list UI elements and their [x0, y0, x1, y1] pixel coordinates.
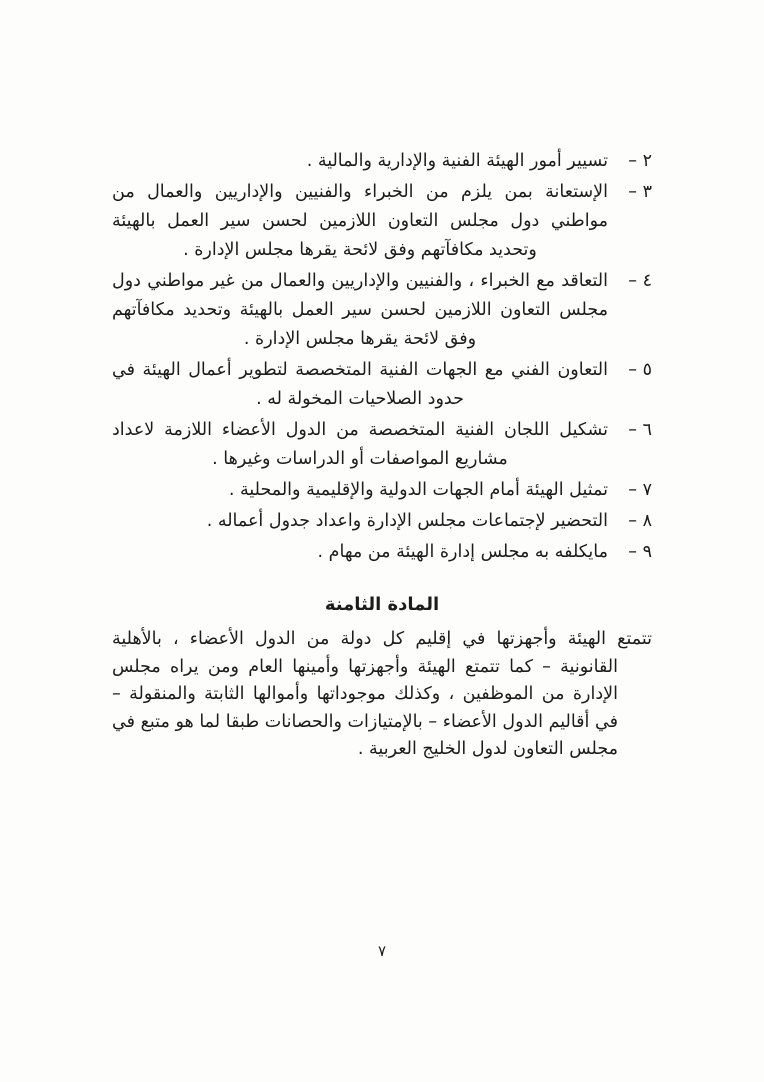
item-number: ٥ –: [628, 360, 652, 380]
item-number: ٤ –: [628, 271, 652, 291]
list-item: [112, 178, 652, 265]
item-number: ٢ –: [628, 151, 652, 171]
list-item: [112, 147, 652, 176]
list-item: [112, 476, 652, 505]
item-text: التعاون الفني مع الجهات الفنية المتخصصة لتطوير أعمال الهيئة في حدود الصلاحيات المخولة له .: [112, 360, 608, 409]
item-text: تسيير أمور الهيئة الفنية والإدارية والمالية .: [306, 151, 608, 171]
page-content: [112, 147, 652, 764]
list-item: [112, 507, 652, 536]
item-text: الإستعانة بمن يلزم من الخبراء والفنيين والإداريين والعمال من مواطني دول مجلس التعاون اللازمين لحسن سير العمل بالهيئة وتحديد مكافآتهم وفق لائحة يقرها مجلس الإدارة .: [112, 182, 608, 260]
item-text: مايكلفه به مجلس إدارة الهيئة من مهام .: [317, 542, 608, 562]
item-text: التحضير لإجتماعات مجلس الإدارة واعداد جدول أعماله .: [206, 511, 608, 531]
list-item: [112, 538, 652, 567]
item-text: تمثيل الهيئة أمام الجهات الدولية والإقليمية والمحلية .: [228, 480, 608, 500]
article-body: تتمتع الهيئة وأجهزتها في إقليم كل دولة من الدول الأعضاء ، بالأهلية القانونية – كما تتمتع الهيئة وأجهزتها وأمينها العام ومن يراه مجلس الإدارة من الموظفين ، وكذلك موجوداتها وأموالها الثابتة والمنقولة – في أقاليم الدول الأعضاء – بالإمتيازات والحصانات طبقا لما هو متبع في مجلس التعاون لدول الخليج العربية .: [112, 629, 652, 759]
page-number: ٧: [377, 942, 387, 960]
item-number: ٧ –: [628, 480, 652, 500]
article-heading: المادة الثامنة: [324, 594, 440, 615]
item-number: ٩ –: [628, 542, 652, 562]
item-number: ٨ –: [628, 511, 652, 531]
item-text: تشكيل اللجان الفنية المتخصصة من الدول الأعضاء اللازمة لاعداد مشاريع المواصفات أو الدراسات وغيرها .: [112, 420, 608, 469]
numbered-clause-list: [112, 147, 652, 567]
item-number: ٦ –: [628, 420, 652, 440]
list-item: [112, 356, 652, 414]
item-number: ٣ –: [628, 182, 652, 202]
list-item: [112, 267, 652, 354]
item-text: التعاقد مع الخبراء ، والفنيين والإداريين والعمال من غير مواطني دول مجلس التعاون اللازمين لحسن سير العمل بالهيئة وتحديد مكافآتهم وفق لائحة يقرها مجلس الإدارة .: [112, 271, 608, 349]
list-item: [112, 416, 652, 474]
